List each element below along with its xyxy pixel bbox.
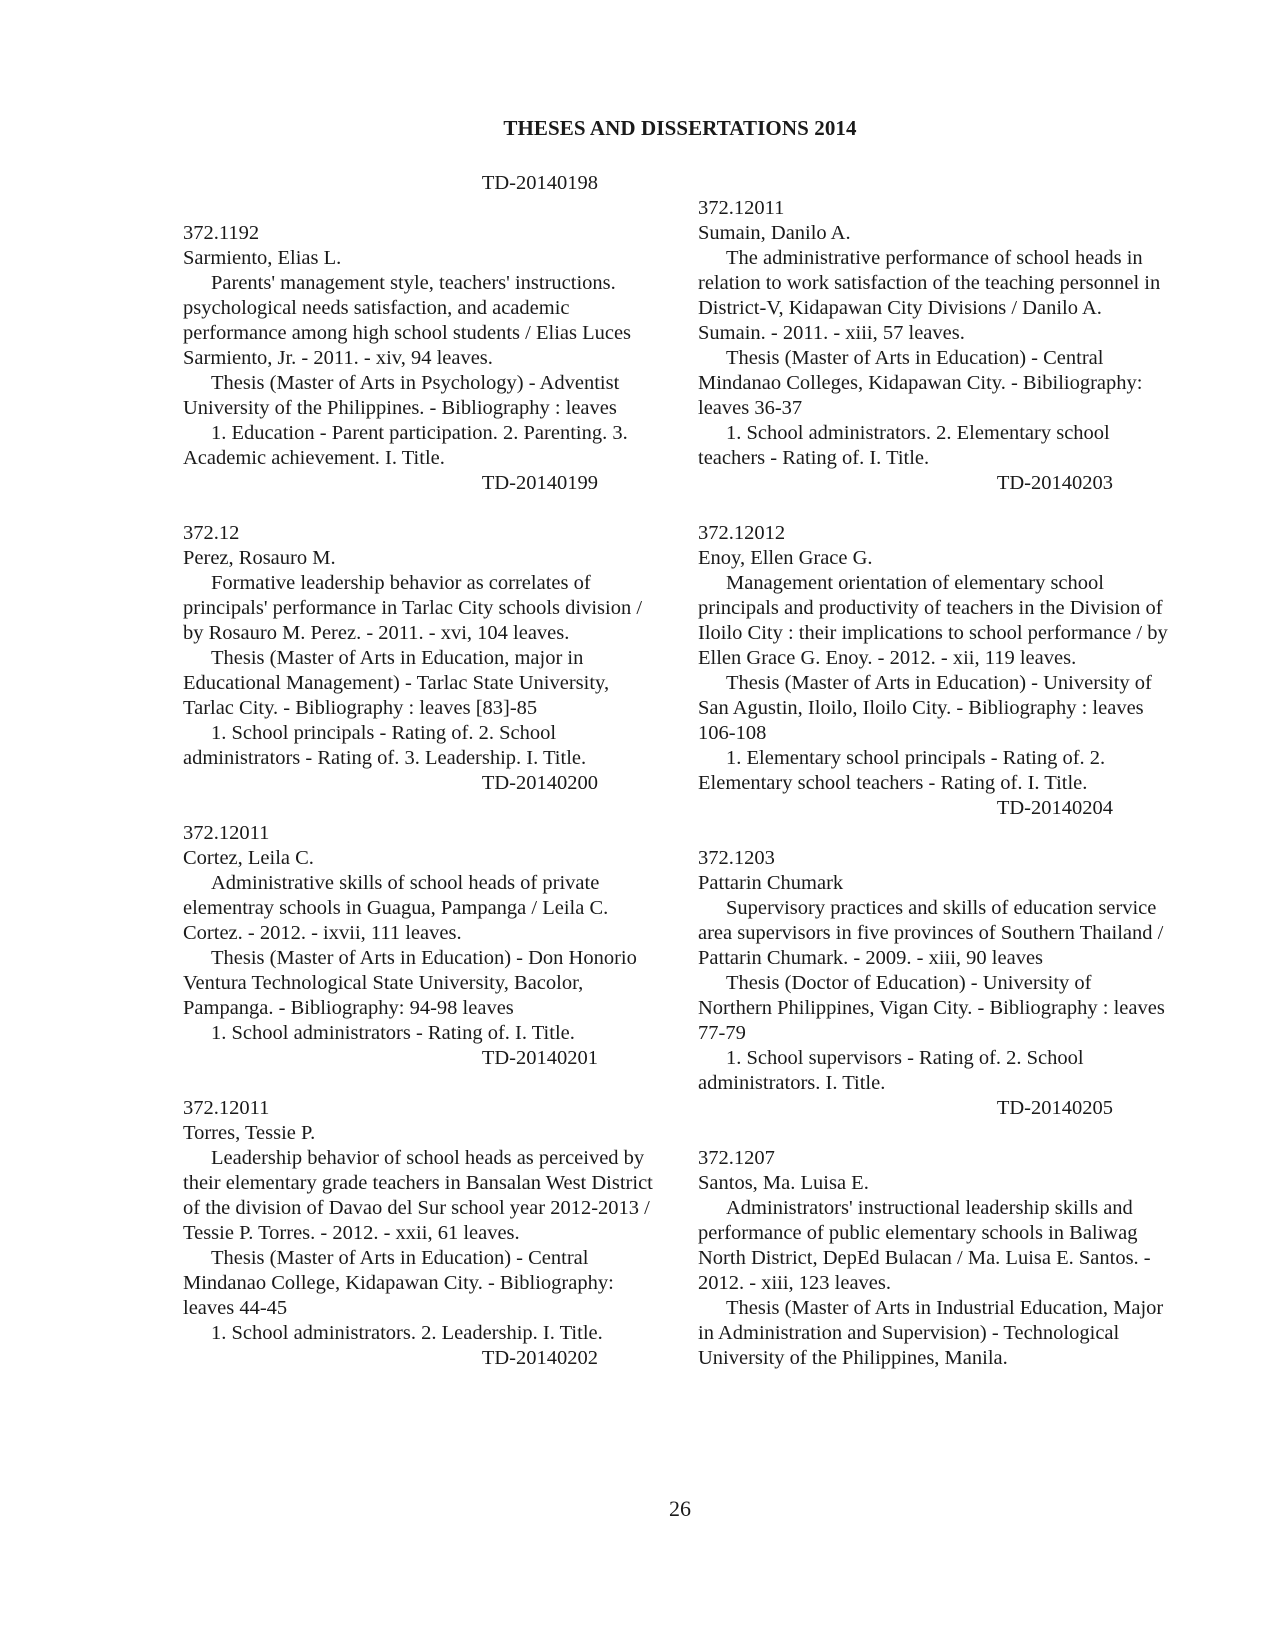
subject-headings: 1. School principals - Rating of. 2. School administrators - Rating of. 3. Leadership. I. Title. — [183, 722, 587, 769]
catalog-entry — [698, 1146, 1168, 1371]
title-statement: Administrative skills of school heads of private elementray schools in Guagua, Pampanga / Leila C. Cortez. - 2012. - ixvii, 111 leaves. — [183, 872, 609, 944]
call-number: 372.1207 — [698, 1147, 775, 1169]
title-statement: Administrators' instructional leadership skills and performance of public elementary schools in Baliwag North District, DepEd Bulacan / Ma. Luisa E. Santos. - 2012. - xiii, 123 leaves. — [698, 1197, 1151, 1294]
thesis-note: Thesis (Master of Arts in Education) - Central Mindanao College, Kidapawan City. - Bibliography: leaves 44-45 — [183, 1247, 614, 1319]
author: Pattarin Chumark — [698, 872, 844, 894]
thesis-note: Thesis (Master of Arts in Industrial Education, Major in Administration and Supervision) - Technological University of the Philippines, Manila. — [698, 1297, 1164, 1369]
catalog-entry — [183, 221, 653, 496]
title-statement: Parents' management style, teachers' instructions. psychological needs satisfaction, and academic performance among high school students / Elias Luces Sarmiento, Jr. - 2011. - xiv, 94 leaves. — [183, 272, 632, 369]
title-statement: Supervisory practices and skills of education service area supervisors in five provinces of Southern Thailand / Pattarin Chumark. - 2009. - xiii, 90 leaves — [698, 897, 1164, 969]
author: Enoy, Ellen Grace G. — [698, 547, 873, 569]
call-number: 372.12011 — [698, 197, 785, 219]
call-number: 372.12011 — [183, 822, 270, 844]
accession-number: TD-20140203 — [996, 472, 1113, 494]
author: Sumain, Danilo A. — [698, 222, 851, 244]
catalog-entry — [183, 521, 653, 796]
thesis-note: Thesis (Master of Arts in Education, major in Educational Management) - Tarlac State University, Tarlac City. - Bibliography : leaves [83]-85 — [183, 647, 610, 719]
catalog-entry — [183, 821, 653, 1071]
accession-number: TD-20140198 — [481, 172, 598, 194]
thesis-note: Thesis (Master of Arts in Education) - University of San Agustin, Iloilo, Iloilo City. - Bibliography : leaves 106-108 — [698, 672, 1152, 744]
accession-number: TD-20140202 — [481, 1347, 598, 1369]
subject-headings: 1. School supervisors - Rating of. 2. School administrators. I. Title. — [698, 1047, 1084, 1094]
subject-headings: 1. School administrators - Rating of. I. Title. — [211, 1022, 575, 1044]
author: Perez, Rosauro M. — [183, 547, 336, 569]
call-number: 372.1203 — [698, 847, 775, 869]
subject-headings: 1. Education - Parent participation. 2. Parenting. 3. Academic achievement. I. Title. — [183, 422, 628, 469]
author: Santos, Ma. Luisa E. — [698, 1172, 869, 1194]
accession-number: TD-20140200 — [481, 772, 598, 794]
page-title: THESES AND DISSERTATIONS 2014 — [503, 116, 857, 140]
subject-headings: 1. School administrators. 2. Elementary school teachers - Rating of. I. Title. — [698, 422, 1110, 469]
catalog-entry — [698, 521, 1168, 821]
catalog-entry — [698, 846, 1168, 1121]
catalog-entry — [183, 1096, 653, 1371]
accession-number: TD-20140199 — [481, 472, 598, 494]
accession-number: TD-20140204 — [996, 797, 1113, 819]
author: Cortez, Leila C. — [183, 847, 314, 869]
title-statement: Formative leadership behavior as correlates of principals' performance in Tarlac City schools division / by Rosauro M. Perez. - 2011. - xvi, 104 leaves. — [183, 572, 643, 644]
thesis-note: Thesis (Master of Arts in Education) - Central Mindanao Colleges, Kidapawan City. - Bibiliography: leaves 36-37 — [698, 347, 1143, 419]
subject-headings: 1. Elementary school principals - Rating of. 2. Elementary school teachers - Rating of. I. Title. — [698, 747, 1106, 794]
title-statement: The administrative performance of school heads in relation to work satisfaction of the teaching personnel in District-V, Kidapawan City Divisions / Danilo A. Sumain. - 2011. - xiii, 57 leaves. — [698, 247, 1161, 344]
right-column — [698, 196, 1168, 1396]
call-number: 372.12012 — [698, 522, 786, 544]
call-number: 372.1192 — [183, 222, 260, 244]
accession-number: TD-20140201 — [481, 1047, 598, 1069]
left-column — [183, 171, 653, 1396]
thesis-note: Thesis (Doctor of Education) - University of Northern Philippines, Vigan City. - Bibliography : leaves 77-79 — [698, 972, 1165, 1044]
call-number: 372.12 — [183, 522, 240, 544]
call-number: 372.12011 — [183, 1097, 270, 1119]
accession-number: TD-20140205 — [996, 1097, 1113, 1119]
catalog-entry — [698, 196, 1168, 496]
title-statement: Leadership behavior of school heads as perceived by their elementary grade teachers in Bansalan West District of the division of Davao del Sur school year 2012-2013 / Tessie P. Torres. - 2012. - xxii, 61 leaves. — [183, 1147, 653, 1244]
author: Sarmiento, Elias L. — [183, 247, 342, 269]
thesis-note: Thesis (Master of Arts in Psychology) - Adventist University of the Philippines. - Bibliography : leaves — [183, 372, 620, 419]
title-statement: Management orientation of elementary school principals and productivity of teachers in the Division of Iloilo City : their implications to school performance / by Ellen Grace G. Enoy. - 2012. - xii, 119 leaves. — [698, 572, 1168, 669]
subject-headings: 1. School administrators. 2. Leadership. I. Title. — [211, 1322, 603, 1344]
thesis-note: Thesis (Master of Arts in Education) - Don Honorio Ventura Technological State University, Bacolor, Pampanga. - Bibliography: 94-98 leaves — [183, 947, 637, 1019]
author: Torres, Tessie P. — [183, 1122, 316, 1144]
page-number: 26 — [669, 1496, 691, 1521]
